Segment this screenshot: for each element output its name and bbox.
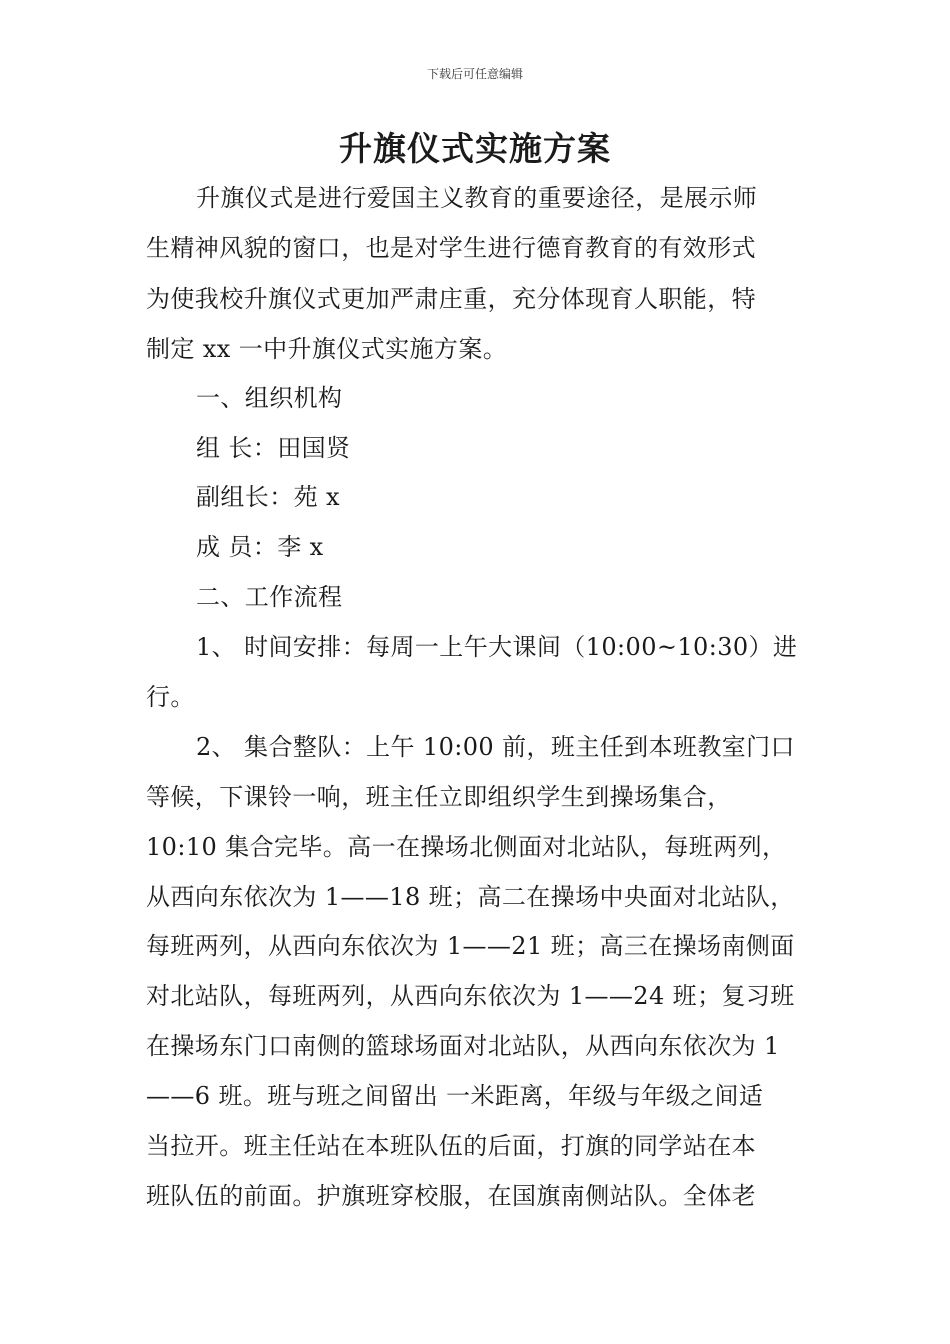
body-line: 制定 xx 一中升旗仪式实施方案。 [146, 335, 508, 363]
body-line: 行。 [146, 683, 195, 711]
body-line: 10:10 集合完毕。高一在操场北侧面对北站队，每班两列， [146, 833, 787, 861]
body-line: 生精神风貌的窗口，也是对学生进行德育教育的有效形式 [146, 234, 756, 262]
body-line: 在操场东门口南侧的篮球场面对北站队，从西向东依次为 1 [146, 1032, 780, 1060]
document-title: 升旗仪式实施方案 [339, 129, 611, 168]
body-line: 从西向东依次为 1——18 班；高二在操场中央面对北站队， [146, 883, 795, 911]
page-header-note: 下载后可任意编辑 [426, 67, 523, 81]
body-line: 等候，下课铃一响，班主任立即组织学生到操场集合， [146, 783, 732, 811]
body-line: 为使我校升旗仪式更加严肃庄重，充分体现育人职能，特 [146, 285, 756, 313]
body-line: 每班两列，从西向东依次为 1——21 班；高三在操场南侧面 [146, 932, 795, 960]
org-member: 成 员：李 x [196, 533, 324, 561]
org-leader: 组 长：田国贤 [196, 434, 351, 462]
body-line: 2、 集合整队：上午 10:00 前，班主任到本班教室门口 [196, 733, 795, 761]
body-line: 对北站队，每班两列，从西向东依次为 1——24 班；复习班 [146, 982, 795, 1010]
org-deputy: 副组长：苑 x [196, 483, 340, 511]
body-line: ——6 班。班与班之间留出 一米距离，年级与年级之间适 [146, 1082, 764, 1110]
body-line: 升旗仪式是进行爱国主义教育的重要途径，是展示师 [196, 184, 758, 212]
section-heading: 二、工作流程 [196, 583, 343, 611]
body-line: 1、 时间安排：每周一上午大课间（10:00~10:30）进 [196, 633, 798, 661]
body-line: 当拉开。班主任站在本班队伍的后面，打旗的同学站在本 [146, 1132, 756, 1160]
section-heading: 一、组织机构 [196, 384, 343, 412]
body-line: 班队伍的前面。护旗班穿校服，在国旗南侧站队。全体老 [146, 1182, 756, 1210]
